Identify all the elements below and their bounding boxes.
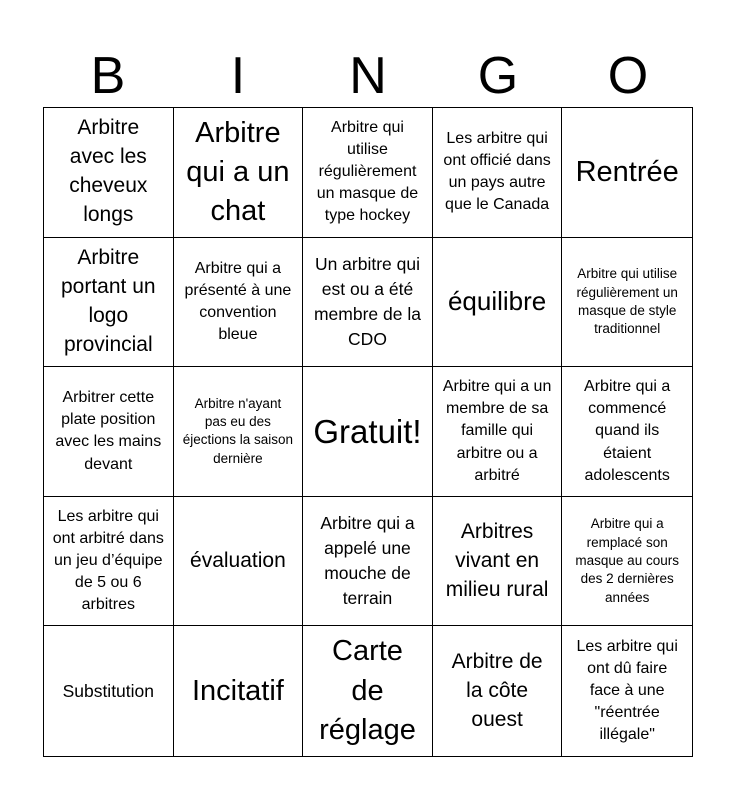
bingo-cell-text: Un arbitre qui est ou a été membre de la CDO — [313, 254, 421, 349]
bingo-cell-text: Substitution — [62, 680, 155, 701]
header-letter-o: O — [607, 47, 649, 105]
bingo-cell[interactable] — [303, 108, 433, 238]
bingo-cell-text: Arbitre qui a appelé une mouche de terrain — [320, 513, 415, 608]
bingo-cell-text: évaluation — [190, 548, 286, 572]
bingo-cell[interactable] — [44, 497, 174, 627]
bingo-cell[interactable] — [303, 497, 433, 627]
bingo-cell[interactable] — [174, 367, 304, 497]
bingo-cell[interactable] — [433, 238, 563, 368]
bingo-cell-text: Arbitre portant un logo provincial — [61, 245, 156, 356]
bingo-cell-text: équilibre — [447, 285, 547, 316]
bingo-cell[interactable] — [433, 626, 563, 756]
header-letter-b: B — [90, 47, 126, 105]
header-letter-g: G — [477, 47, 519, 105]
bingo-cell[interactable] — [562, 238, 692, 368]
bingo-cell[interactable] — [44, 626, 174, 756]
bingo-cell[interactable] — [44, 367, 174, 497]
bingo-cell[interactable] — [303, 367, 433, 497]
bingo-cell[interactable] — [174, 108, 304, 238]
bingo-cell-text: Arbitre de la côte ouest — [451, 649, 543, 731]
bingo-cell[interactable] — [303, 238, 433, 368]
bingo-header — [43, 44, 693, 108]
bingo-cell-text: Arbitre qui a commencé quand ils étaient adolescents — [584, 378, 671, 484]
bingo-cell[interactable] — [44, 238, 174, 368]
bingo-cell-text: Rentrée — [575, 155, 679, 188]
bingo-cell-text: Arbitres vivant en milieu rural — [445, 519, 549, 601]
bingo-cell[interactable] — [174, 238, 304, 368]
bingo-cell[interactable] — [44, 108, 174, 238]
bingo-cell[interactable] — [303, 626, 433, 756]
bingo-cell-text: Les arbitre qui ont officié dans un pays autre que le Canada — [443, 130, 551, 214]
bingo-cell-text: Arbitre qui a remplacé son masque au cours des 2 dernières années — [575, 516, 679, 605]
bingo-cell[interactable] — [562, 367, 692, 497]
bingo-cell-text: Arbitrer cette plate position avec les mains devant — [55, 389, 162, 473]
bingo-cell-text: Arbitre qui a un chat — [186, 116, 290, 227]
bingo-cell[interactable] — [433, 367, 563, 497]
bingo-cell-text: Carte de réglage — [319, 635, 416, 746]
bingo-cell-text: Arbitre qui a présenté à une convention bleue — [184, 259, 292, 343]
bingo-cell[interactable] — [433, 108, 563, 238]
bingo-cell[interactable] — [174, 497, 304, 627]
bingo-cell-text: Les arbitre qui ont arbitré dans un jeu d’équipe de 5 ou 6 arbitres — [52, 507, 164, 614]
bingo-cell[interactable] — [433, 497, 563, 627]
bingo-cell[interactable] — [174, 626, 304, 756]
bingo-cell-text: Arbitre avec les cheveux longs — [69, 116, 148, 227]
bingo-cell-text: Incitatif — [191, 674, 284, 707]
bingo-cell-text: Gratuit! — [313, 412, 422, 450]
bingo-cell-text: Arbitre qui a un membre de sa famille qui arbitre ou a arbitré — [442, 378, 552, 484]
bingo-cell[interactable] — [562, 497, 692, 627]
bingo-board — [43, 107, 693, 757]
bingo-cell-text: Arbitre qui utilise régulièrement un masque de style traditionnel — [576, 266, 678, 337]
header-letter-i: I — [230, 47, 246, 105]
bingo-cell-text: Arbitre qui utilise régulièrement un masque de type hockey — [316, 119, 419, 225]
bingo-cell[interactable] — [562, 108, 692, 238]
bingo-cell-text: Les arbitre qui ont dû faire face à une "réentrée illégale" — [576, 638, 678, 744]
bingo-cell[interactable] — [562, 626, 692, 756]
bingo-cell-text: Arbitre n'ayant pas eu des éjections la saison dernière — [182, 395, 294, 466]
header-letter-n: N — [349, 47, 387, 105]
